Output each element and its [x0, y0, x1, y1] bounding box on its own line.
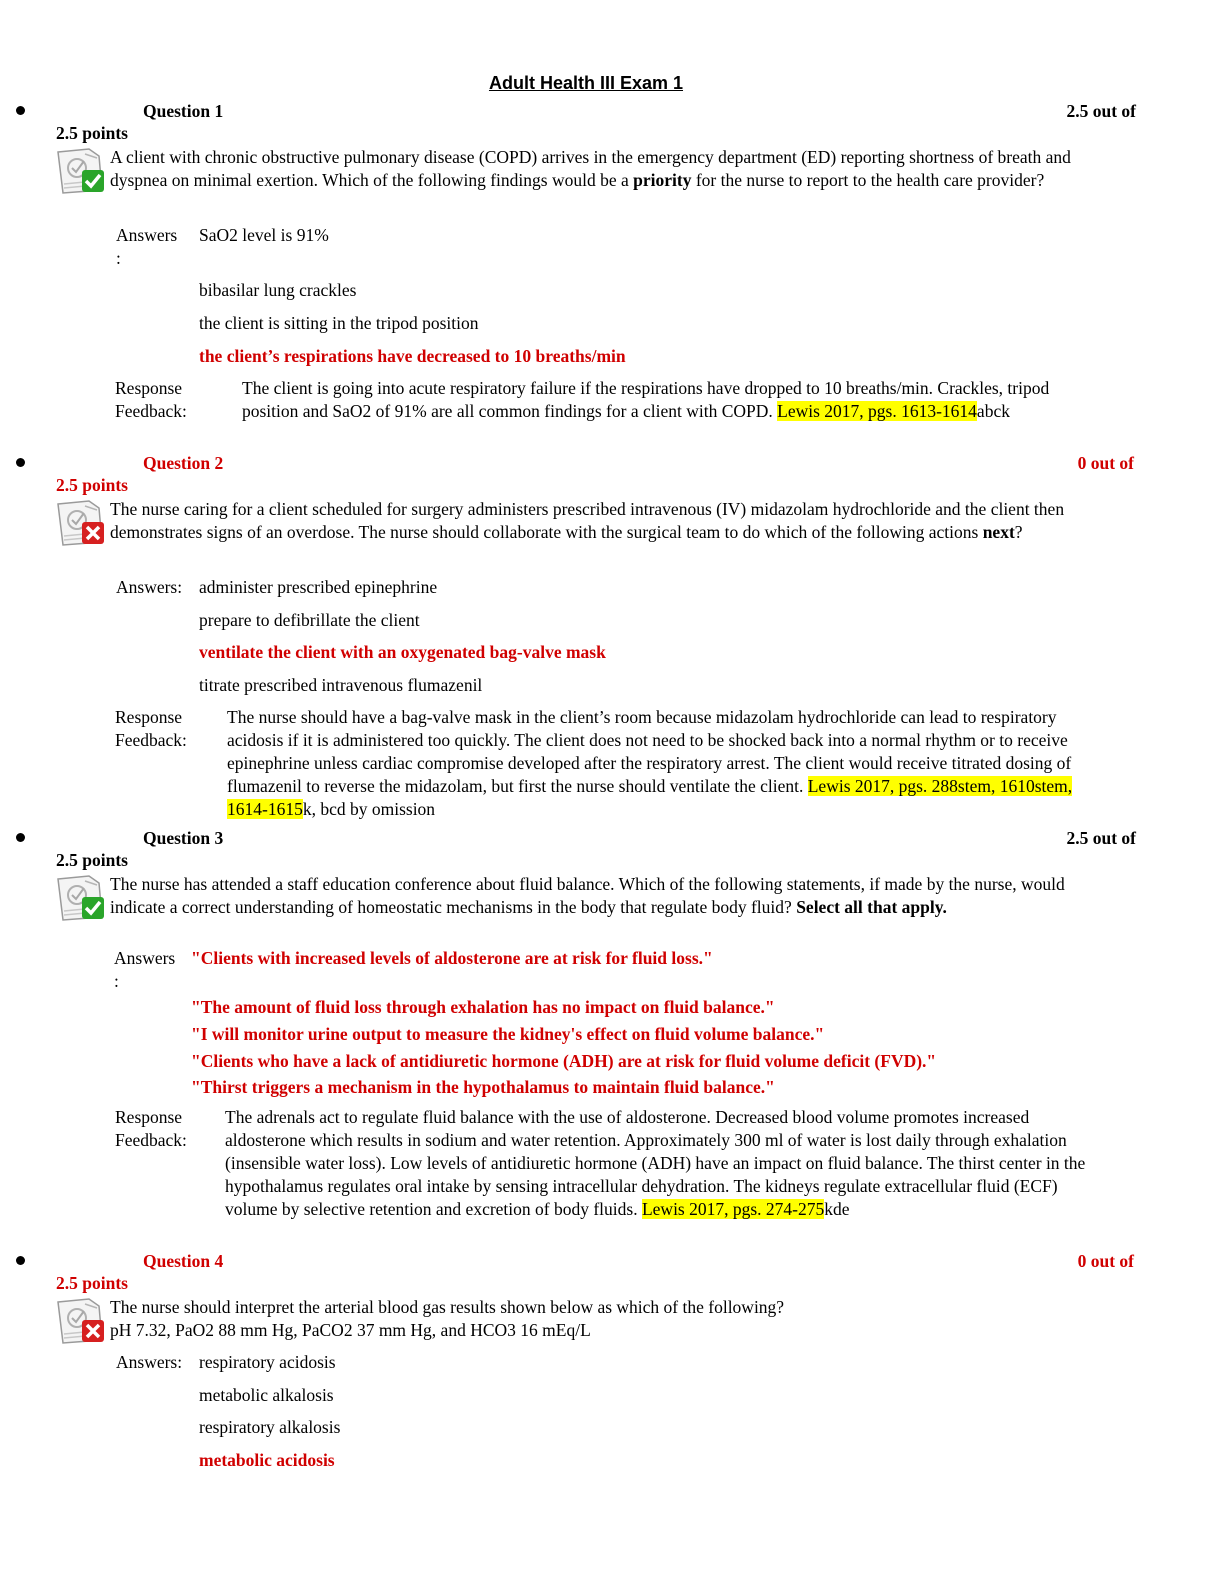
- answer-option: SaO2 level is 91%: [199, 225, 329, 245]
- question-label: Question 3: [143, 828, 224, 848]
- answers-label: Answers: [114, 948, 176, 968]
- correct-answer-option: ventilate the client with an oxygenated bag-valve mask: [199, 642, 606, 662]
- answers-label-colon: :: [114, 971, 119, 991]
- reference-highlight: Lewis 2017, pgs. 1613-1614: [777, 401, 977, 421]
- answers-label: Answers:: [116, 577, 183, 597]
- reference-highlight: Lewis 2017, pgs. 288stem, 1610stem, 1614-1615: [227, 776, 1073, 819]
- answers-label: Answers: [116, 225, 178, 245]
- bullet-icon: [16, 458, 25, 467]
- points-possible: 2.5 points: [56, 1273, 128, 1293]
- correct-answer-icon: [55, 146, 107, 196]
- document-title: Adult Health III Exam 1: [488, 73, 684, 93]
- correct-answer-option: "I will monitor urine output to measure the kidney's effect on fluid volume balance.": [191, 1024, 825, 1044]
- answer-option: the client is sitting in the tripod position: [199, 313, 479, 333]
- answer-option: bibasilar lung crackles: [199, 280, 357, 300]
- response-feedback-label: Response Feedback:: [115, 1107, 187, 1150]
- response-feedback-text: The client is going into acute respiratory failure if the respirations have dropped to 10 breaths/min. Crackles, tripod position and SaO2 of 91% are all common findings for a client with COPD. Lewis 2017, pgs. 1613-1614abck: [242, 378, 1050, 421]
- answers-label: Answers:: [116, 1352, 183, 1372]
- bullet-icon: [16, 106, 25, 115]
- question-score: 2.5 out of: [1066, 101, 1136, 121]
- incorrect-answer-icon: [55, 1296, 107, 1346]
- answers-label-colon: :: [116, 248, 121, 268]
- question-score: 2.5 out of: [1066, 828, 1136, 848]
- question-text: The nurse should interpret the arterial blood gas results shown below as which of the following? pH 7.32, PaO2 88 mm Hg, PaCO2 37 mm Hg, and HCO3 16 mEq/L: [110, 1297, 785, 1340]
- question-label: Question 1: [143, 101, 224, 121]
- correct-answer-option: "Clients who have a lack of antidiuretic hormone (ADH) are at risk for fluid volume deficit (FVD).": [191, 1051, 937, 1071]
- response-feedback-label: Response Feedback:: [115, 378, 187, 421]
- correct-answer-icon: [55, 873, 107, 923]
- correct-answer-option: "Clients with increased levels of aldosterone are at risk for fluid loss.": [191, 948, 713, 968]
- correct-answer-option: the client’s respirations have decreased to 10 breaths/min: [199, 346, 626, 366]
- bullet-icon: [16, 1256, 25, 1265]
- answer-option: administer prescribed epinephrine: [199, 577, 438, 597]
- correct-answer-option: metabolic acidosis: [199, 1450, 335, 1470]
- question-score: 0 out of: [1077, 1251, 1134, 1271]
- response-feedback-text: The nurse should have a bag-valve mask in the client’s room because midazolam hydrochloride can lead to respiratory acidosis if it is administered too quickly. The client does not need to be shocked back into a normal rhythm or to receive epinephrine unless cardiac compromise developed after the respiratory arrest. The client would receive titrated dosing of flumazenil to reverse the midazolam, but first the nurse should ventilate the client. Lewis 2017, pgs. 288stem, 1610stem, 1614-1615k, bcd by omission: [227, 707, 1073, 819]
- reference-highlight: Lewis 2017, pgs. 274-275: [641, 1199, 825, 1219]
- response-feedback-text: The adrenals act to regulate fluid balance with the use of aldosterone. Decreased blood volume promotes increased aldosterone which results in sodium and water retention. Approximately 300 ml of water is lost daily through exhalation (insensible water loss). Low levels of antidiuretic hormone (ADH) have an impact on fluid balance. The thirst center in the hypothalamus regulates oral intake by sensing intracellular dehydration. The kidneys regulate extracellular fluid (ECF) volume by selective retention and excretion of body fluids. Lewis 2017, pgs. 274-275kde: [225, 1107, 1086, 1219]
- correct-answer-option: "Thirst triggers a mechanism in the hypothalamus to maintain fluid balance.": [191, 1077, 775, 1097]
- question-text: The nurse caring for a client scheduled for surgery administers prescribed intravenous (IV) midazolam hydrochloride and the client then demonstrates signs of an overdose. The nurse should collaborate with the surgical team to do which of the following actions next?: [110, 499, 1065, 542]
- correct-answer-option: "The amount of fluid loss through exhalation has no impact on fluid balance.": [191, 997, 775, 1017]
- points-possible: 2.5 points: [56, 475, 128, 495]
- question-label: Question 2: [143, 453, 224, 473]
- incorrect-answer-icon: [55, 498, 107, 548]
- question-text: A client with chronic obstructive pulmonary disease (COPD) arrives in the emergency department (ED) reporting shortness of breath and dyspnea on minimal exertion. Which of the following findings would be a priority for the nurse to report to the health care provider?: [110, 147, 1071, 190]
- points-possible: 2.5 points: [56, 123, 128, 143]
- question-label: Question 4: [143, 1251, 224, 1271]
- question-text: The nurse has attended a staff education conference about fluid balance. Which of the following statements, if made by the nurse, would indicate a correct understanding of homeostatic mechanisms in the body that regulate body fluid? Select all that apply.: [110, 874, 1065, 917]
- abg-values: pH 7.32, PaO2 88 mm Hg, PaCO2 37 mm Hg, and HCO3 16 mEq/L: [110, 1320, 591, 1340]
- points-possible: 2.5 points: [56, 850, 128, 870]
- response-feedback-label: Response Feedback:: [115, 707, 187, 750]
- answer-option: respiratory alkalosis: [199, 1417, 341, 1437]
- answer-option: prepare to defibrillate the client: [199, 610, 420, 630]
- answer-option: metabolic alkalosis: [199, 1385, 334, 1405]
- bullet-icon: [16, 833, 25, 842]
- answer-option: respiratory acidosis: [199, 1352, 336, 1372]
- question-score: 0 out of: [1077, 453, 1134, 473]
- answer-option: titrate prescribed intravenous flumazenil: [199, 675, 483, 695]
